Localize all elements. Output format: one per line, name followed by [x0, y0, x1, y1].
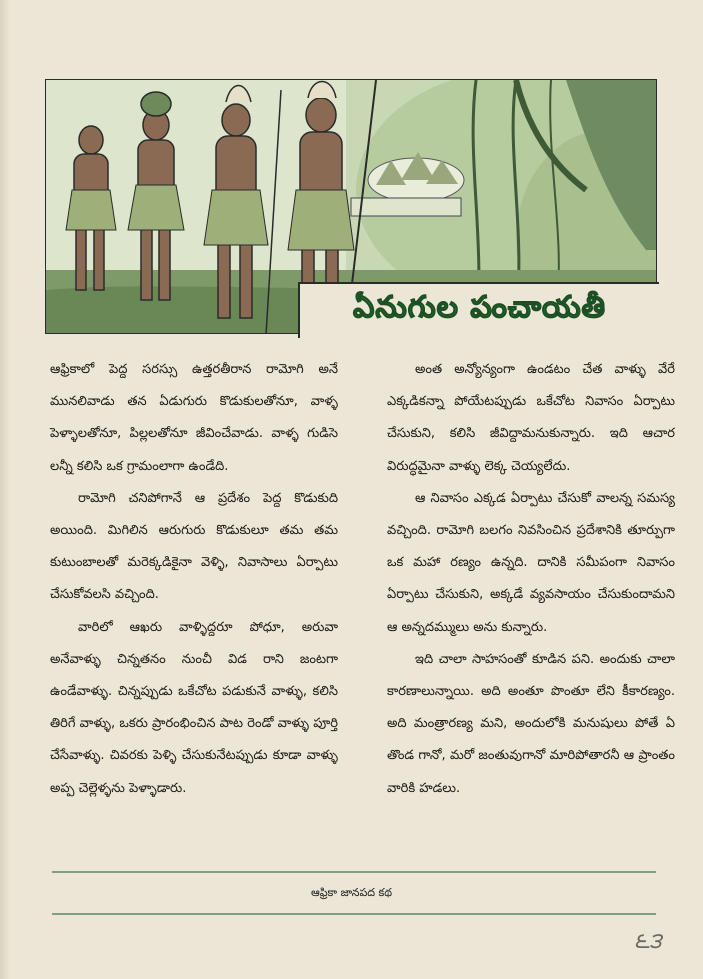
- paragraph: రామోగి చనిపోగానే ఆ ప్రదేశం పెద్ద కొడుకుది అయింది. మిగిలిన ఆరుగురు కొడుకులూ తమ తమ కుటుంబాలతో మరెక్కడికైనా వెళ్ళి, నివాసాలు ఏర్పాటు చేసుకోవలసి వచ్చింది.: [50, 490, 338, 603]
- story-source-label: ఆఫ్రికా జానపద కథ: [310, 886, 393, 899]
- paragraph: ఆఫ్రికాలో పెద్ద సరస్సు ఉత్తరతీరాన రామోగి అనే మునలివాడు తన ఏడుగురు కొడుకులతోనూ, వాళ్ళ పెళ్ళాలతోనూ, పిల్లలతోనూ జీవించేవాడు. వాళ్ళ గుడిసె లన్నీ కలిసి ఒక గ్రామంలాగా ఉండేది.: [50, 362, 338, 474]
- divider-bottom: [52, 913, 656, 915]
- paragraph: వారిలో ఆఖరు వాళ్ళిద్దరూ పోధూ, అరువా అనేవాళ్ళు చిన్నతనం నుంచీ విడ రాని జంటగా ఉండేవాళ్ళు. చిన్నప్పుడు ఒకేచోట పడుకునే వాళ్ళు, కలిసి తిరిగే వాళ్ళు, ఒకరు ప్రారంభించిన పాట రెండో వాళ్ళు పూర్తి చేసేవాళ్ళు. చివరకు పెళ్ళి చేసుకునేటప్పుడు కూడా వాళ్ళు అప్ప చెల్లెళ్ళను పెళ్ళాడారు.: [50, 619, 338, 796]
- title-banner: [298, 282, 659, 338]
- page-edge: [0, 0, 10, 979]
- right-column: [387, 354, 675, 805]
- divider-top: [52, 871, 656, 873]
- page-number: ౬౩: [634, 929, 662, 954]
- paragraph: ఆ నివాసం ఎక్కడ ఏర్పాటు చేసుకో వాలన్న సమస్య వచ్చింది. రామోగి బలగం నివసించిన ప్రదేశానికి తూర్పుగా ఒక మహా రణ్యం ఉన్నది. దానికి సమీపంగా నివాసం ఏర్పాటు చేసుకుని, అక్కడే వ్యవసాయం చేసుకుందామని ఆ అన్నదమ్ములు అను కున్నారు.: [387, 490, 675, 635]
- left-column: [50, 354, 338, 805]
- story-body: [50, 354, 675, 864]
- paragraph: ఇది చాలా సాహసంతో కూడిన పని. అందుకు చాలా కారణాలున్నాయి. అది అంతూ పొంతూ లేని కీకారణ్యం. అది మంత్రారణ్య మని, అందులోకి మనుషులు పోతే ఏ తొండ గానో, మరో జంతువుగానో మారిపోతారనీ ఆ ప్రాంతం వారికి హడలు.: [387, 651, 675, 796]
- paragraph: అంత అన్యోన్యంగా ఉండటం చేత వాళ్ళు వేరే ఎక్కడికన్నా పోయేటప్పుడు ఒకేచోట నివాసం ఏర్పాటు చేసుకుని, కలిసి జీవిద్దామనుకున్నారు. ఇది ఆచార విరుద్ధమైనా వాళ్ళు లెక్క చెయ్యలేదు.: [387, 362, 675, 474]
- story-title: ఏనుగుల పంచాయతీ: [352, 290, 607, 325]
